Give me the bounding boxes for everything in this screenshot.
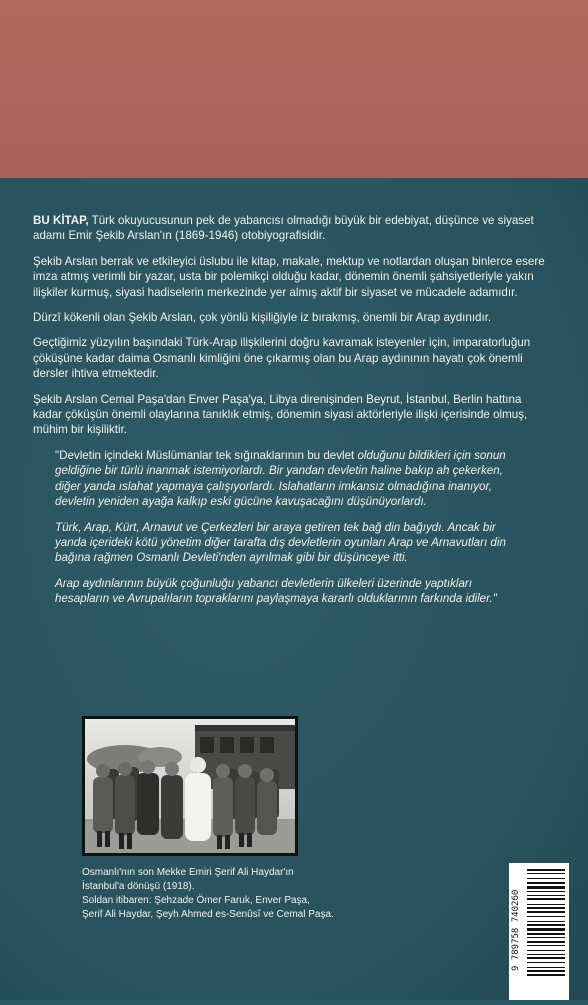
barcode-bar [527, 886, 565, 889]
barcode-bar [527, 911, 565, 913]
historical-photo [82, 716, 298, 856]
paragraph-3: Dürzî kökenli olan Şekib Arslan, çok yönlü kişiliğiyle iz bırakmış, önemli bir Arap aydınıdır. [33, 311, 492, 325]
blurb-text [33, 213, 553, 617]
barcode-bar [527, 957, 565, 959]
quotation [33, 448, 553, 607]
historical-photo-image [85, 719, 295, 853]
quote-1-lead: "Devletin içindeki Müslümanlar tek sığınaklarının bu devlet [55, 448, 358, 462]
barcode-bar [527, 974, 565, 976]
barcode-bar [527, 895, 565, 896]
paragraph-2: Şekib Arslan berrak ve etkileyici üslubu ile kitap, makale, mektup ve notlardan oluşan binlerce esere imza atmış verimli bir yazar, usta bir polemikçi olduğu kadar, dönemin önemli şahsiyetleriyle yakın ilişkiler kurmuş, siyasi hadiselerin merkezinde yer almış aktif bir siyaset ve mücadele adamıdır. [33, 254, 545, 299]
barcode-bar [527, 882, 565, 884]
paragraph-4: Geçtiğimiz yüzyılın başındaki Türk-Arap ilişkilerini doğru kavramak isteyenler için, imparatorluğun çöküşüne kadar daima Osmanlı kimliğini öne çıkarmış olan bu Arap aydınının hayatı çok önemli dersler ihtiva etmektedir. [33, 336, 531, 381]
quote-paragraph-3: Arap aydınlarının büyük çoğunluğu yabancı devletlerin ülkeleri üzerinde yaptıkları hesapların ve Avrupalıların topraklarını paylaşmaya kararlı olduklarının farkında idiler." [55, 576, 497, 606]
barcode-bar [527, 945, 565, 946]
barcode-bar [527, 928, 565, 931]
paragraph-1-lead: BU KİTAP, [33, 214, 89, 227]
barcode-bar [527, 873, 565, 874]
quote-paragraph-1 [55, 448, 525, 510]
barcode-bar [527, 907, 565, 909]
barcode-bar [527, 941, 565, 943]
photo-caption [82, 866, 402, 922]
barcode-bar [527, 933, 565, 935]
barcode-bar [527, 921, 565, 922]
quote-paragraph-2: Türk, Arap, Kürt, Arnavut ve Çerkezleri bir araya getiren tek bağ din bağıydı. Ancak bir yanda içerideki kötü yönetim diğer tarafta dış devletlerin oyunları Arap ve Arnavutları din bağına rağmen Osmanlı Devleti'nden ayrılmak gibi bir düşünceye itti. [55, 520, 506, 565]
barcode-bar [527, 916, 565, 917]
paragraph-1 [33, 213, 553, 244]
caption-line-4: Şerif Ali Haydar, Şeyh Ahmed es-Senûsî ve Cemal Paşa. [82, 909, 334, 920]
caption-line-2: İstanbul'a dönüşü (1918). [82, 881, 195, 892]
quote-1-body: olduğunu bildikleri için sonun geldiğine bir türlü inanmak istemiyorlardı. Bir yandan devletin haline bakıp ah çekerken, diğer yanda ıslahat yapmaya çalışıyorlardı. Islahatların imkansız olmadığına inanıyor, devletin yeniden ayağa kalkıp eski gücüne kavuşacağını düşünüyorlardı. [55, 448, 506, 509]
barcode-bar [527, 869, 565, 871]
barcode-bar [527, 950, 565, 951]
paragraph-5: Şekib Arslan Cemal Paşa'dan Enver Paşa'ya, Libya direnişinden Beyrut, İstanbul, Berlin hattına kadar çöküşün önemli olaylarına tanıklık etmiş, dönemin siyasi aktörleriyle ilişki içerisinde olmuş, mühim bir kişiliktir. [33, 392, 528, 437]
barcode-bar [527, 962, 565, 963]
barcode-bar [527, 970, 565, 972]
barcode-bar [527, 937, 565, 938]
barcode-bar [527, 891, 565, 892]
barcode-bar [527, 904, 565, 905]
paragraph-1-body: Türk okuyucusunun pek de yabancısı olmadığı büyük bir edebiyat, düşünce ve siyaset adamı Emir Şekib Arslan'ın (1869-1946) otobiyografisidir. [33, 214, 534, 243]
barcode-bar [527, 924, 565, 926]
barcode-bar [527, 898, 565, 900]
barcode-bar [527, 954, 565, 955]
caption-line-1: Osmanlı'nın son Mekke Emiri Şerif Ali Haydar'ın [82, 867, 294, 878]
isbn-number: 9 789758 740260 [511, 889, 521, 972]
top-color-band [0, 0, 588, 178]
caption-line-3: Soldan itibaren: Şehzade Ömer Faruk, Enver Paşa, [82, 895, 310, 906]
barcode-bar [527, 878, 565, 879]
barcode-bar [527, 967, 565, 968]
